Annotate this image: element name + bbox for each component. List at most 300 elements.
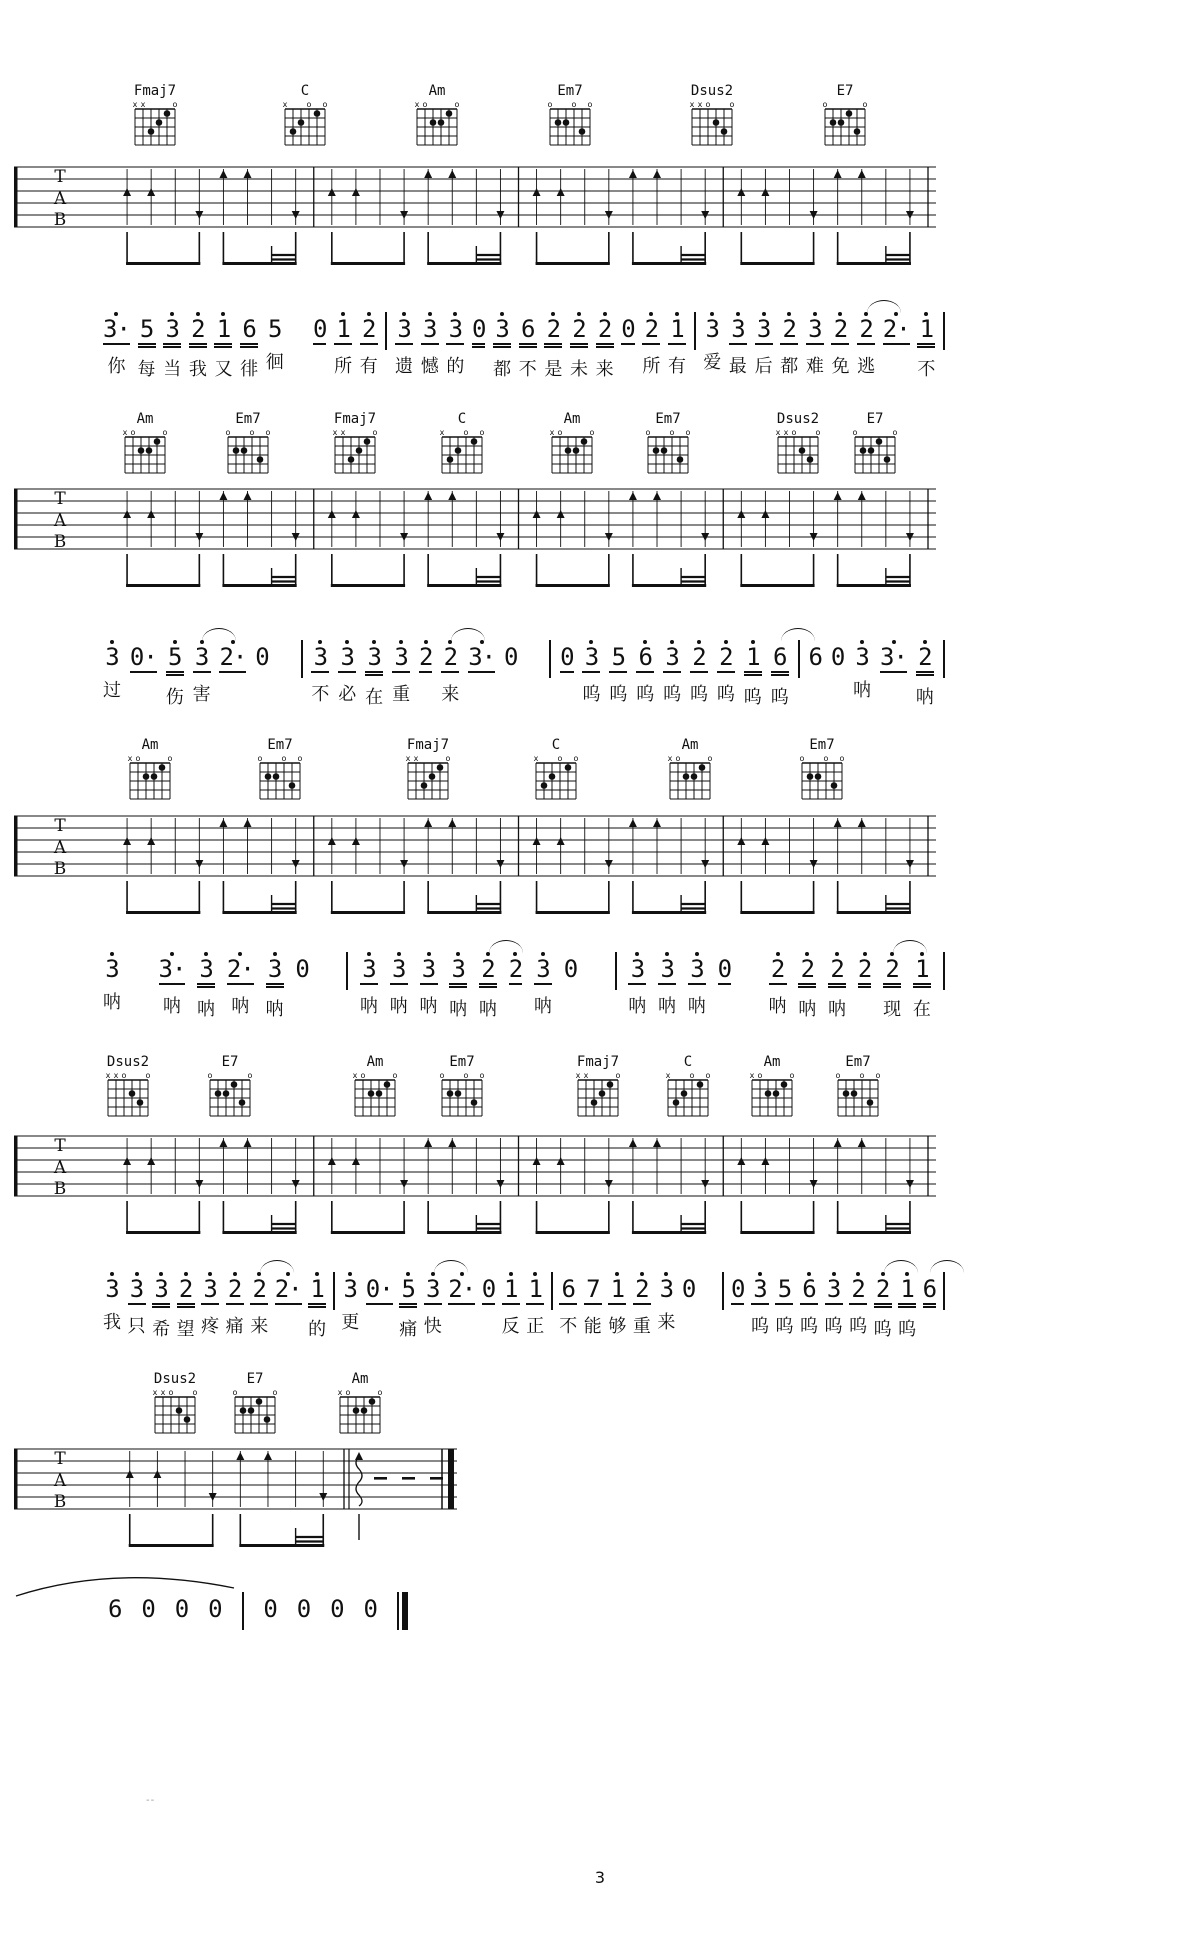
chord-diagram: [828, 1055, 888, 1122]
jianpu-number: 0: [363, 1595, 377, 1623]
finger-dot: [653, 447, 660, 454]
finger-dot: [838, 119, 845, 126]
spacer: [743, 950, 757, 960]
muted-string-marker: x: [583, 1070, 589, 1080]
jianpu-number: 3: [753, 1275, 767, 1303]
muted-string-marker: x: [689, 99, 695, 109]
duration-underline: [390, 983, 408, 985]
jianpu-number: 3·: [103, 315, 130, 343]
strum-up-arrowhead: [219, 1139, 227, 1147]
lyric-char: 伤: [165, 687, 184, 708]
finger-dot: [298, 119, 305, 126]
duration-underline: [152, 1303, 170, 1305]
finger-dot: [555, 119, 562, 126]
jianpu-number: 1: [900, 1275, 914, 1303]
finger-dot: [151, 773, 158, 780]
duration-underline: [482, 1303, 495, 1305]
note-cell: [395, 310, 413, 378]
note-cell: [263, 1590, 276, 1654]
finger-dot: [765, 1090, 772, 1097]
jianpu-number: 3: [665, 643, 679, 671]
chord-name-label: C: [683, 1054, 693, 1070]
finger-dot: [265, 773, 272, 780]
duration-underline: [424, 1303, 442, 1305]
finger-dot: [697, 1081, 704, 1088]
finger-dot: [565, 447, 572, 454]
measure-barline: [551, 1272, 553, 1310]
duration-underline: [159, 983, 186, 985]
finger-dot: [581, 438, 588, 445]
muted-string-marker: x: [665, 1070, 671, 1080]
strum-up-arrowhead: [126, 1470, 134, 1478]
muted-string-marker: x: [337, 1387, 343, 1397]
duration-underline: [266, 983, 284, 985]
jianpu-number: 2: [692, 643, 706, 671]
note-cell: [219, 638, 246, 706]
jianpu-number: 0: [681, 1275, 696, 1303]
duration-underline: [311, 671, 329, 673]
measure-barline: [333, 1272, 335, 1310]
note-cell: [564, 950, 577, 1014]
chord-diagram: [125, 84, 185, 151]
note-cell: [103, 310, 130, 378]
open-string-marker: o: [145, 1070, 151, 1080]
strum-up-arrowhead: [834, 819, 842, 827]
chord-grid: [225, 427, 271, 479]
finger-dot: [661, 447, 668, 454]
strum-up-arrowhead: [147, 510, 155, 518]
lyric-char: 呜: [898, 1319, 917, 1340]
jianpu-number: 0: [730, 1275, 745, 1303]
open-string-marker: o: [439, 1070, 445, 1080]
jianpu-number: 2: [227, 1275, 242, 1303]
duration-underline: [775, 1303, 793, 1305]
duration-underline: [395, 343, 413, 345]
chord-name-label: Am: [681, 737, 699, 753]
lyric-char: 在: [365, 687, 384, 708]
lyric-char: 我: [103, 1312, 121, 1333]
open-string-marker: o: [372, 427, 378, 437]
jianpu-number: 2·: [882, 315, 910, 343]
note-cell: [226, 1270, 244, 1338]
lyric-char: 呐: [533, 996, 552, 1017]
jianpu-number: 3: [313, 643, 328, 671]
duration-underline: [240, 343, 258, 345]
note-cell: [472, 310, 485, 381]
chord-diagram: [432, 1055, 492, 1122]
chord-name-label: C: [300, 83, 310, 99]
finger-dot: [264, 1416, 271, 1423]
duration-underline: [419, 671, 432, 673]
muted-string-marker: x: [282, 99, 288, 109]
finger-dot: [846, 110, 853, 117]
duration-underline: [596, 346, 614, 348]
open-string-marker: o: [377, 1387, 383, 1397]
chord-grid: [352, 1070, 398, 1122]
finger-dot: [854, 128, 861, 135]
chord-grid: [822, 99, 868, 151]
duration-underline: [917, 343, 935, 345]
chord-name-label: Dsus2: [106, 1054, 150, 1070]
duration-underline: [883, 983, 901, 985]
muted-string-marker: x: [575, 1070, 581, 1080]
note-cell: [159, 950, 186, 1018]
duration-underline: [441, 671, 459, 673]
tab-clef-letter: T: [54, 1449, 66, 1469]
jianpu-number: 2: [830, 955, 844, 983]
duration-underline: [633, 1303, 651, 1305]
note-cell: [420, 950, 438, 1018]
duration-underline: [420, 983, 438, 985]
note-cell: [338, 638, 356, 706]
measure-barline: [385, 312, 387, 350]
jianpu-number: 3: [495, 315, 509, 343]
finger-dot: [781, 1081, 788, 1088]
open-string-marker: o: [705, 99, 711, 109]
duration-underline: [780, 343, 798, 345]
lyric-char: 呜: [770, 687, 789, 708]
duration-underline: [744, 674, 762, 676]
finger-dot: [843, 1090, 850, 1097]
duration-underline: [250, 1303, 268, 1305]
measure-barline: [242, 1592, 244, 1630]
open-string-marker: o: [875, 1070, 881, 1080]
chord-name-label: Fmaj7: [576, 1054, 620, 1070]
duration-underline: [751, 1303, 769, 1305]
jianpu-number: 1: [528, 1275, 542, 1303]
chord-grid: [689, 99, 735, 151]
lyric-char: 疼: [201, 1316, 220, 1337]
system-start-bar: [14, 489, 18, 549]
strum-up-arrowhead: [761, 1157, 769, 1165]
jianpu-number: 5: [139, 315, 154, 343]
jianpu-number: 6: [242, 315, 256, 343]
note-cell: [621, 310, 634, 378]
chord-diagram: [398, 738, 458, 805]
note-cell: [883, 950, 901, 1021]
open-string-marker: o: [587, 99, 593, 109]
jianpu-number: 2: [885, 955, 899, 983]
lyric-char: 呐: [360, 996, 379, 1017]
duration-underline: [570, 343, 588, 345]
duration-underline: [916, 674, 934, 676]
chord-diagram: [660, 738, 720, 805]
open-string-marker: o: [360, 1070, 366, 1080]
note-cell: [166, 638, 184, 709]
duration-underline: [214, 346, 232, 348]
strum-up-arrowhead: [123, 188, 131, 196]
note-cell: [534, 950, 552, 1018]
jianpu-number: 1: [919, 315, 934, 343]
open-string-marker: o: [557, 427, 563, 437]
duration-underline: [493, 346, 511, 348]
strum-up-arrowhead: [834, 1139, 842, 1147]
open-string-marker: o: [479, 1070, 485, 1080]
finger-dot: [223, 1090, 230, 1097]
strum-up-arrowhead: [328, 510, 336, 518]
open-string-marker: o: [192, 1387, 198, 1397]
note-cell: [874, 1270, 892, 1341]
jianpu-number: 1: [610, 1275, 625, 1303]
duration-underline: [544, 346, 562, 348]
muted-string-marker: x: [697, 99, 703, 109]
jianpu-number: 2·: [448, 1275, 476, 1303]
note-cell: [857, 310, 875, 378]
note-cell: [780, 310, 798, 378]
duration-underline: [197, 986, 215, 988]
lyric-char: 呐: [103, 992, 121, 1013]
note-cell: [446, 310, 464, 378]
chord-grid: [439, 427, 485, 479]
note-cell: [775, 1270, 793, 1338]
chord-name-label: Fmaj7: [133, 83, 177, 99]
duration-underline: [449, 986, 467, 988]
duration-underline: [825, 1303, 843, 1305]
note-cell: [608, 1270, 626, 1338]
note-cell: [152, 1270, 170, 1341]
finger-dot: [273, 773, 280, 780]
open-string-marker: o: [645, 427, 651, 437]
note-cell: [138, 310, 156, 381]
jianpu-number: 3: [194, 643, 209, 671]
strum-up-arrowhead: [352, 837, 360, 845]
jianpu-number: 0: [296, 1595, 311, 1623]
strum-up-arrowhead: [355, 1452, 363, 1460]
chord-name-label: E7: [836, 83, 854, 99]
note-cell: [559, 1270, 577, 1338]
note-cell: [390, 950, 408, 1018]
note-cell: [177, 1270, 195, 1341]
duration-underline: [923, 1303, 936, 1305]
lyric-char: 只: [127, 1316, 146, 1337]
duration-underline: [668, 343, 686, 345]
finger-dot: [721, 128, 728, 135]
note-cell: [334, 310, 352, 378]
strum-up-arrowhead: [653, 1139, 661, 1147]
lyric-char: 呐: [628, 996, 647, 1017]
note-cell: [128, 1270, 146, 1338]
note-cell: [628, 950, 646, 1018]
jianpu-number: 2: [800, 955, 815, 983]
system-start-bar: [14, 816, 18, 876]
chord-grid: [414, 99, 460, 151]
strum-up-arrowhead: [533, 1157, 541, 1165]
lyric-char: 呜: [663, 684, 682, 705]
duration-underline: [806, 343, 824, 345]
finger-dot: [164, 110, 171, 117]
jianpu-number: 0: [560, 643, 574, 671]
jianpu-number: 3: [397, 315, 411, 343]
chord-grid: [122, 427, 168, 479]
open-string-marker: o: [689, 1070, 695, 1080]
strum-up-arrowhead: [147, 837, 155, 845]
jianpu-number: 3: [808, 315, 822, 343]
lyric-char: 你: [107, 356, 126, 377]
strum-up-arrowhead: [244, 492, 252, 500]
jianpu-number: 3: [584, 643, 599, 671]
finger-dot: [184, 1416, 191, 1423]
jianpu-number: 0: [471, 315, 486, 343]
duration-underline: [798, 983, 816, 985]
note-cell: [399, 1270, 417, 1341]
measure-barline: [798, 640, 800, 678]
lyric-char: 的: [308, 1319, 327, 1340]
lyric-char: 呐: [853, 680, 872, 701]
note-cell: [658, 950, 676, 1018]
jianpu-number: 3: [105, 955, 119, 983]
duration-underline: [138, 346, 156, 348]
chord-diagram: [542, 412, 602, 479]
jianpu-number: 1: [310, 1275, 324, 1303]
open-string-marker: o: [822, 99, 828, 109]
duration-underline: [880, 671, 907, 673]
duration-underline: [152, 1306, 170, 1308]
finger-dot: [455, 447, 462, 454]
chord-diagram: [120, 738, 180, 805]
duration-underline: [798, 986, 816, 988]
strum-up-arrowhead: [123, 837, 131, 845]
chord-diagram: [768, 412, 828, 479]
strum-up-arrowhead: [219, 492, 227, 500]
note-cell: [130, 638, 157, 706]
strum-up-arrowhead: [264, 1452, 272, 1460]
chord-grid: [332, 427, 378, 479]
measure-barline: [301, 640, 303, 678]
chord-diagram: [115, 412, 175, 479]
note-cell: [668, 310, 686, 378]
chord-grid: [257, 753, 303, 805]
lyric-char: 不: [518, 359, 537, 380]
duration-underline: [275, 1303, 302, 1305]
finger-dot: [248, 1407, 255, 1414]
note-cell: [250, 1270, 268, 1338]
note-cell: [297, 1590, 310, 1654]
open-string-marker: o: [573, 753, 579, 763]
duration-underline: [360, 343, 378, 345]
note-cell: [255, 638, 268, 702]
strum-up-arrowhead: [448, 1139, 456, 1147]
strum-up-arrowhead: [737, 1157, 745, 1165]
lyric-char: 呐: [479, 999, 498, 1020]
jianpu-number: 3: [756, 315, 771, 343]
jianpu-number: 2·: [219, 643, 247, 671]
strum-up-arrowhead: [737, 188, 745, 196]
jianpu-number: 0: [503, 643, 518, 671]
lyric-char: 呜: [750, 1316, 769, 1337]
finger-dot: [860, 447, 867, 454]
jianpu-number: 5: [611, 643, 626, 671]
duration-underline: [560, 671, 573, 673]
finger-dot: [867, 1099, 874, 1106]
note-cell: [917, 310, 935, 381]
chord-name-label: E7: [866, 411, 884, 427]
muted-string-marker: x: [749, 1070, 755, 1080]
note-cell: [502, 1270, 520, 1338]
strum-up-arrowhead: [147, 188, 155, 196]
lyric-char: 我: [188, 359, 207, 380]
note-cell: [103, 1270, 121, 1334]
strum-up-arrowhead: [244, 1139, 252, 1147]
finger-dot: [573, 447, 580, 454]
finger-dot: [353, 1407, 360, 1414]
duration-underline: [731, 1303, 744, 1305]
finger-dot: [159, 764, 166, 771]
jianpu-number: 0: [174, 1595, 189, 1623]
lyric-char: 憾: [420, 356, 439, 377]
duration-underline: [559, 1303, 577, 1305]
jianpu-number: 3: [343, 1275, 357, 1303]
strum-up-arrowhead: [533, 837, 541, 845]
lyric-char: 呜: [716, 684, 735, 705]
duration-underline: [755, 343, 773, 345]
muted-string-marker: x: [405, 753, 411, 763]
jianpu-number: 6: [638, 643, 652, 671]
jianpu-number: 1: [670, 315, 684, 343]
jianpu-number: 2: [418, 643, 433, 671]
chord-name-label: Am: [428, 83, 446, 99]
strum-up-arrowhead: [834, 492, 842, 500]
lyric-char: 所: [642, 356, 661, 377]
lyric-char: 害: [192, 684, 211, 705]
lyric-char: 呜: [636, 684, 655, 705]
chord-name-label: Em7: [557, 83, 583, 99]
chord-diagram: [330, 1372, 390, 1439]
duration-underline: [366, 1303, 393, 1305]
finger-dot: [289, 782, 296, 789]
jianpu-number: 3: [690, 955, 704, 983]
rest-dash: [430, 1477, 443, 1480]
jianpu-number: 1: [336, 315, 350, 343]
finger-dot: [257, 456, 264, 463]
chord-diagram: [540, 84, 600, 151]
finger-dot: [876, 438, 883, 445]
system-start-bar: [14, 167, 18, 227]
open-string-marker: o: [675, 753, 681, 763]
jianpu-number: 2: [851, 1275, 865, 1303]
strum-up-arrowhead: [737, 837, 745, 845]
duration-underline: [313, 343, 326, 345]
duration-underline: [874, 1303, 892, 1305]
lyric-char: 呜: [824, 1316, 843, 1337]
strum-up-arrowhead: [244, 819, 252, 827]
strum-up-arrowhead: [424, 492, 432, 500]
jianpu-number: 0: [563, 955, 578, 983]
note-cell: [828, 950, 846, 1021]
arpeggio-squiggle: [356, 1456, 362, 1506]
muted-string-marker: x: [140, 99, 146, 109]
spacer: [526, 638, 540, 648]
open-string-marker: o: [615, 1070, 621, 1080]
note-cell: [468, 638, 495, 706]
duration-underline: [193, 671, 211, 673]
muted-string-marker: x: [332, 427, 338, 437]
duration-underline: [609, 671, 627, 673]
muted-string-marker: x: [127, 753, 133, 763]
lyric-char: 呐: [162, 996, 181, 1017]
lyric-char: 每: [137, 359, 156, 380]
note-cell: [831, 310, 849, 378]
strum-up-arrowhead: [761, 837, 769, 845]
finger-dot: [677, 456, 684, 463]
note-cell: [392, 638, 410, 706]
note-cell: [341, 1270, 359, 1334]
tab-staff: [14, 815, 936, 923]
finger-dot: [290, 128, 297, 135]
lyric-char: 都: [493, 359, 512, 380]
chord-name-label: Dsus2: [776, 411, 820, 427]
open-string-marker: o: [172, 99, 178, 109]
duration-underline: [421, 343, 439, 345]
